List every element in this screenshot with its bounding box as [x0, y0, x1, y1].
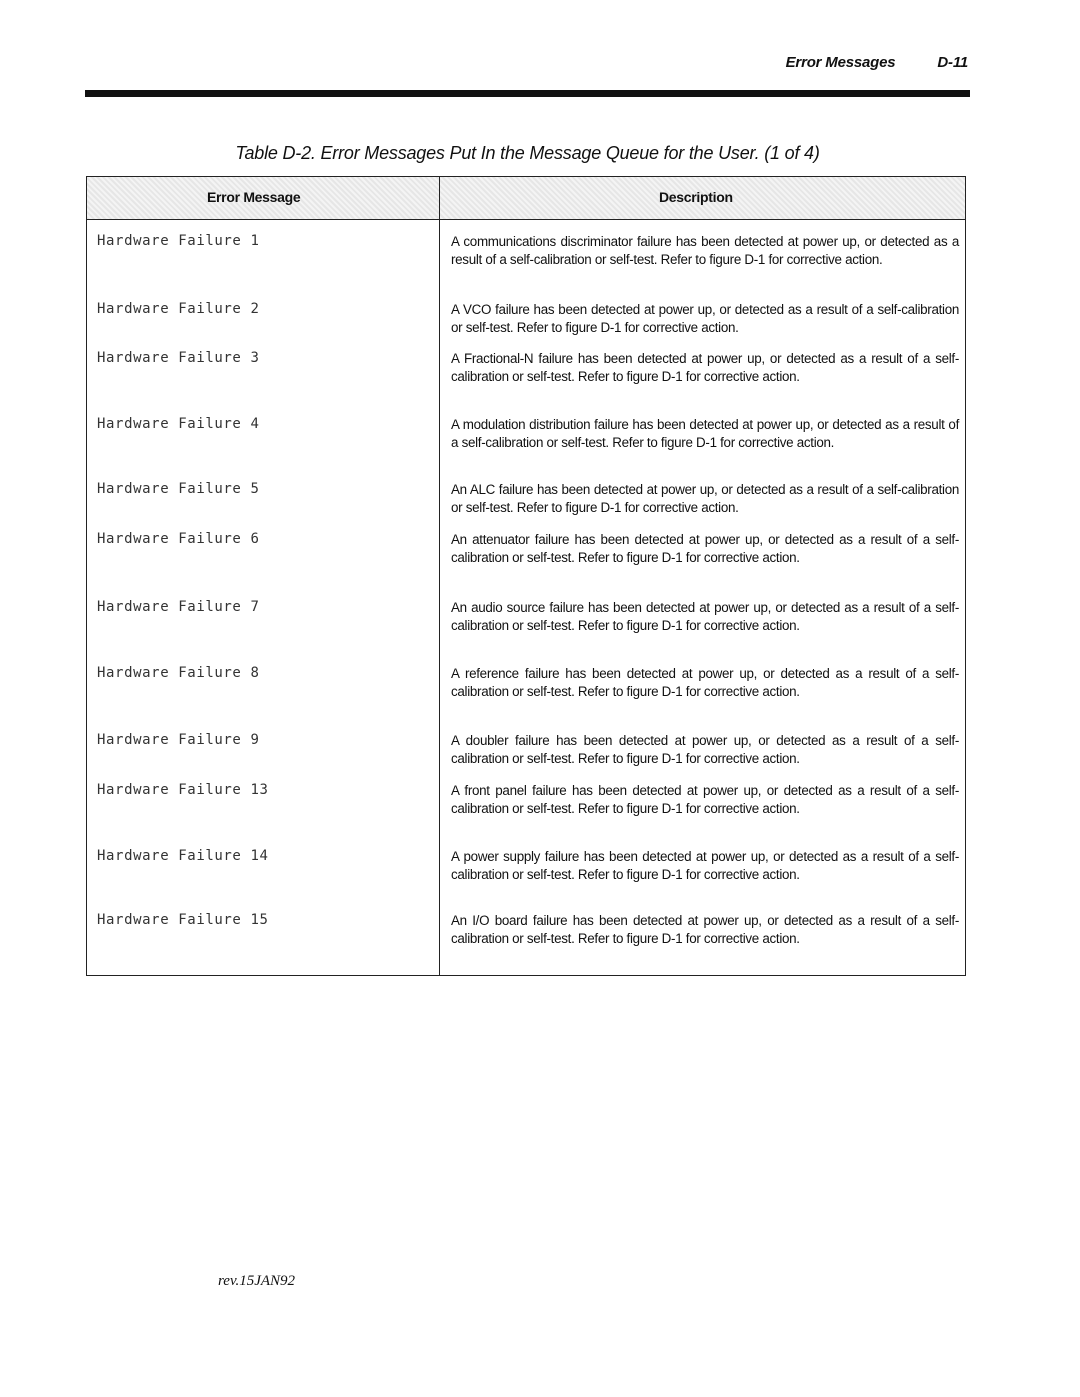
running-header — [786, 54, 968, 71]
section-title: Error Messages — [785, 54, 896, 71]
error-message: Hardware Failure 14 — [97, 848, 269, 864]
error-description: A reference failure has been detected at power up, or detected as a result of a self-calibration or self-test. Refer to figure D-1 for corrective action. — [451, 666, 959, 699]
column-divider — [439, 177, 440, 975]
error-description: A communications discriminator failure has been detected at power up, or detected as a result of a self-calibration or self-test. Refer to figure D-1 for corrective action. — [451, 234, 959, 267]
error-description: A power supply failure has been detected at power up, or detected as a result of a self-calibration or self-test. Refer to figure D-1 for corrective action. — [451, 849, 959, 882]
error-description: An attenuator failure has been detected at power up, or detected as a result of a self-calibration or self-test. Refer to figure D-1 for corrective action. — [451, 532, 959, 565]
error-message: Hardware Failure 2 — [97, 301, 260, 317]
page-number: D-11 — [937, 54, 968, 71]
error-description: A Fractional-N failure has been detected at power up, or detected as a result of a self-calibration or self-test. Refer to figure D-1 for corrective action. — [451, 351, 959, 384]
error-message: Hardware Failure 7 — [97, 599, 260, 615]
table-caption: Table D-2. Error Messages Put In the Message Queue for the User. (1 of 4) — [235, 143, 820, 163]
error-description: An audio source failure has been detected at power up, or detected as a result of a self-calibration or self-test. Refer to figure D-1 for corrective action. — [451, 600, 959, 633]
error-message: Hardware Failure 6 — [97, 531, 260, 547]
error-message: Hardware Failure 8 — [97, 665, 260, 681]
error-message: Hardware Failure 13 — [97, 782, 269, 798]
error-description: An I/O board failure has been detected at power up, or detected as a result of a self-calibration or self-test. Refer to figure D-1 for corrective action. — [451, 913, 959, 946]
header-rule — [85, 90, 970, 97]
table-header-row — [87, 177, 965, 220]
error-message: Hardware Failure 1 — [97, 233, 260, 249]
error-description: A doubler failure has been detected at power up, or detected as a result of a self-calibration or self-test. Refer to figure D-1 for corrective action. — [451, 733, 959, 766]
error-description: A modulation distribution failure has been detected at power up, or detected as a result of a self-calibration or self-test. Refer to figure D-1 for corrective action. — [451, 417, 959, 450]
error-description: An ALC failure has been detected at power up, or detected as a result of a self-calibration or self-test. Refer to figure D-1 for corrective action. — [451, 482, 959, 515]
error-description: A front panel failure has been detected at power up, or detected as a result of a self-calibration or self-test. Refer to figure D-1 for corrective action. — [451, 783, 959, 816]
error-message: Hardware Failure 5 — [97, 481, 260, 497]
column-header-error-message: Error Message — [207, 189, 301, 205]
revision-footer: rev.15JAN92 — [218, 1273, 296, 1289]
column-header-description: Description — [659, 189, 733, 205]
error-message: Hardware Failure 3 — [97, 350, 260, 366]
error-message: Hardware Failure 15 — [97, 912, 269, 928]
error-message: Hardware Failure 4 — [97, 416, 260, 432]
error-message: Hardware Failure 9 — [97, 732, 260, 748]
error-message-table — [86, 176, 966, 976]
error-description: A VCO failure has been detected at power up, or detected as a result of a self-calibration or self-test. Refer to figure D-1 for corrective action. — [451, 302, 959, 335]
